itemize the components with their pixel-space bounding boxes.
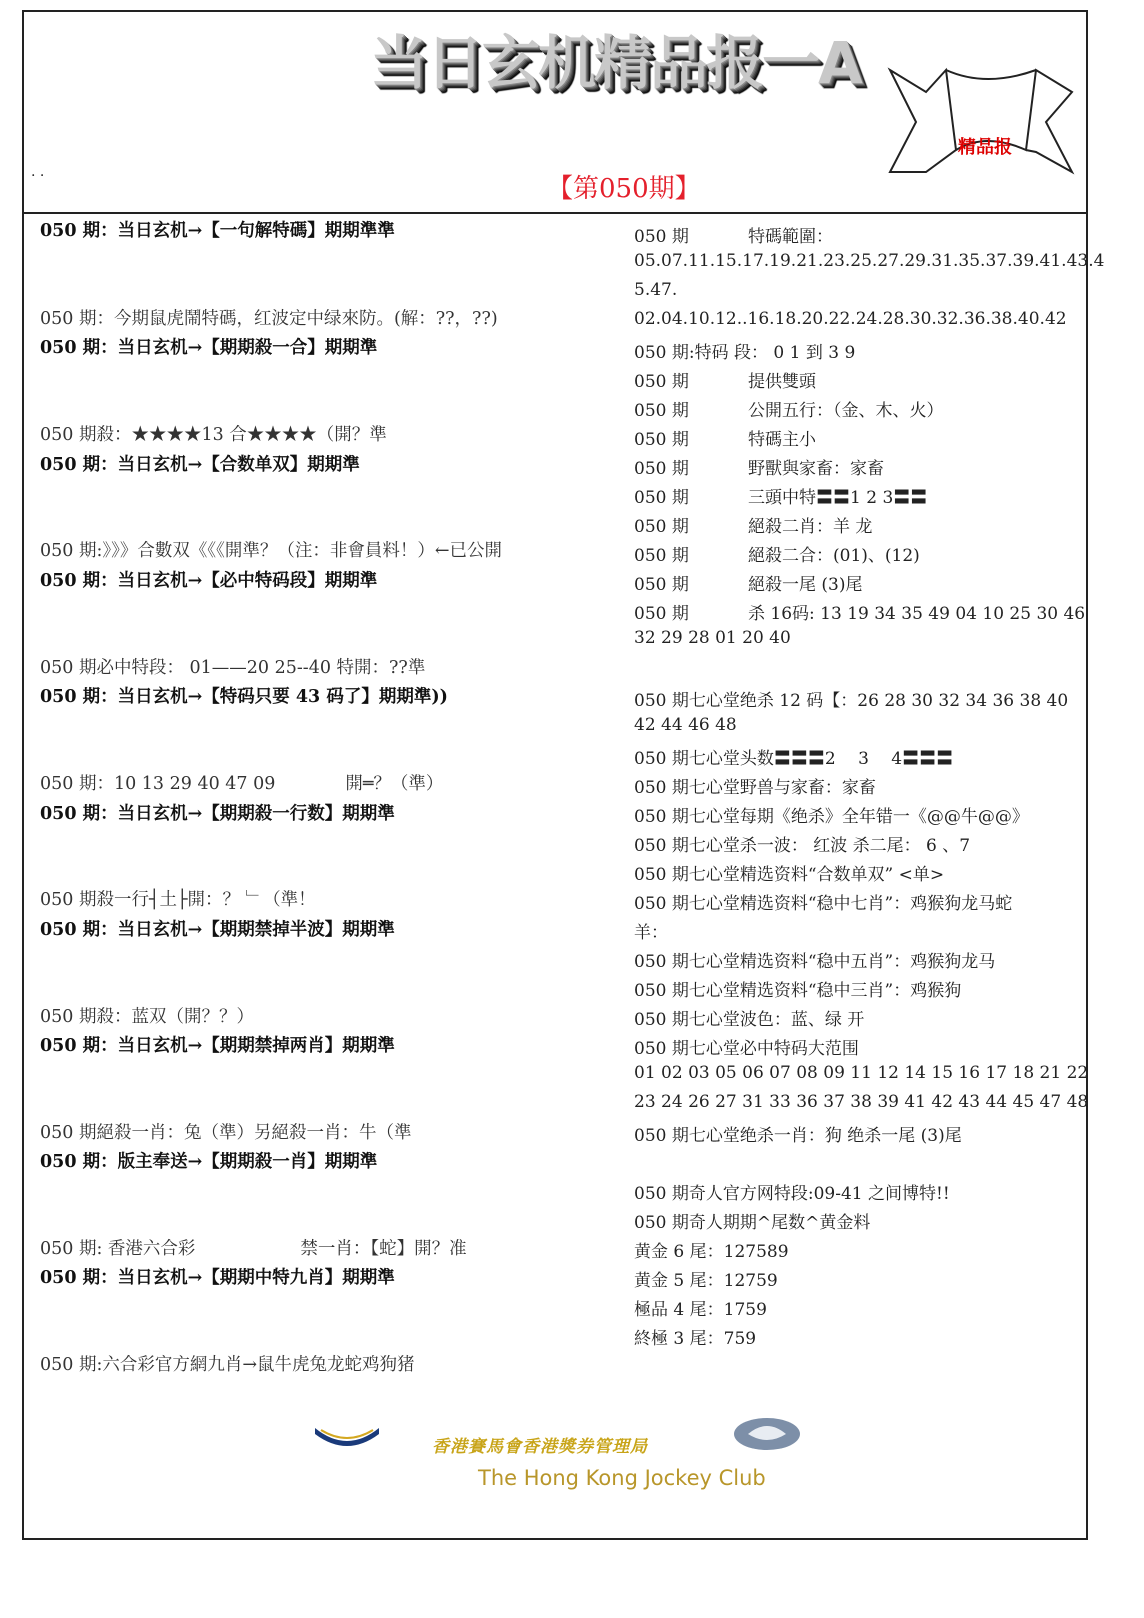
right-line-lead: 050 期 (634, 517, 689, 537)
right-line (634, 1295, 767, 1320)
right-line (634, 686, 1068, 711)
right-line-lead: 050 期 (634, 546, 689, 566)
header-dots: . . (31, 164, 45, 180)
right-line-lead: 050 期奇人官方网特段:09-41 之间博特!! (634, 1184, 950, 1204)
right-line-lead: 羊： (634, 923, 668, 943)
right-line-lead: 050 期七心堂必中特码大范围 (634, 1039, 859, 1059)
scroll-banner-icon (886, 62, 1076, 182)
club-name-english: The Hong Kong Jockey Club (478, 1466, 766, 1490)
left-line: 050 期殺：蓝双（開？？） (40, 1007, 254, 1027)
left-line: 050 期：当日玄机→【特码只要 43 码了】期期準)) (40, 687, 448, 707)
left-line: 050 期：当日玄机→【期期殺一行数】期期準 (40, 804, 395, 824)
right-line (634, 1266, 778, 1291)
right-line (634, 599, 1086, 624)
right-line (634, 454, 884, 479)
right-line-lead: 終極 3 尾：759 (634, 1329, 757, 1349)
right-line-detail: 野獸與家畜：家畜 (748, 459, 884, 479)
left-line: 050 期絕殺一肖：兔（準）另絕殺一肖：牛（準 (40, 1123, 412, 1143)
left-line: 050 期：版主奉送→【期期殺一肖】期期準 (40, 1152, 378, 1172)
right-line-lead: 050 期七心堂每期《绝杀》全年错一《@@牛@@》 (634, 807, 1029, 827)
right-line (634, 1324, 756, 1349)
right-line-lead: 02.04.10.12..16.18.20.22.24.28.30.32.36.38.40.42 (634, 309, 1067, 329)
right-line (634, 1208, 870, 1233)
right-line-detail: 絕殺一尾 (3)尾 (748, 575, 863, 595)
left-line: 050 期：当日玄机→【合数单双】期期準 (40, 455, 360, 475)
right-line-lead: 050 期奇人期期^尾数^黄金料 (634, 1213, 871, 1233)
right-line (634, 976, 961, 1001)
right-line-lead: 050 期七心堂精选资料“稳中七肖”：鸡猴狗龙马蛇 (634, 894, 1013, 914)
left-line: 050 期: 香港六合彩 禁一肖：【蛇】開？准 (40, 1239, 467, 1259)
right-line (634, 280, 677, 300)
left-line: 050 期：今期鼠虎鬧特碼，红波定中绿來防。(解：??，??) (40, 309, 498, 329)
right-line-lead: 050 期七心堂精选资料“合数单双” <单> (634, 865, 945, 885)
right-line-lead: 050 期 (634, 604, 689, 624)
right-line-detail: 特碼主小 (748, 430, 816, 450)
banner-label: 精品报 (958, 137, 1012, 158)
right-line-lead: 黄金 6 尾：127589 (634, 1242, 789, 1262)
right-line-lead: 050 期 (634, 227, 689, 247)
right-line (634, 1179, 950, 1204)
right-line-detail: 絕殺二合：(01)、(12) (748, 546, 920, 566)
left-line: 050 期：当日玄机→【期期禁掉半波】期期準 (40, 920, 395, 940)
right-line (634, 1237, 789, 1262)
right-line (634, 1034, 859, 1059)
header-divider (22, 212, 1088, 214)
left-line: 050 期：当日玄机→【一句解特碼】期期準準 (40, 221, 395, 241)
right-line (634, 831, 970, 856)
left-line: 050 期：当日玄机→【必中特码段】期期準 (40, 571, 378, 591)
left-line: 050 期：10 13 29 40 47 09 開═？（準） (40, 774, 444, 794)
right-line (634, 570, 863, 595)
right-line (634, 396, 944, 421)
right-line-lead: 32 29 28 01 20 40 (634, 628, 791, 648)
left-line: 050 期必中特段： 01——20 25--40 特開：??準 (40, 658, 426, 678)
lottery-emblem-icon (732, 1416, 802, 1452)
right-line-lead: 黄金 5 尾：12759 (634, 1271, 778, 1291)
right-line (634, 541, 920, 566)
right-line-detail: 三頭中特〓〓1 2 3〓〓 (748, 488, 928, 508)
right-line-lead: 5.47. (634, 280, 678, 300)
right-line-lead: 050 期 (634, 575, 689, 595)
right-line-lead: 050 期七心堂绝杀一肖：狗 绝杀一尾 (3)尾 (634, 1126, 962, 1146)
right-line-lead: 42 44 46 48 (634, 715, 737, 735)
left-line: 050 期:》》》合數双《《《開準？（注：非會員料！）←已公開 (40, 541, 503, 561)
right-line-detail: 特碼範圍： (748, 227, 833, 247)
right-line-lead: 050 期七心堂头数〓〓〓2 3 4〓〓〓 (634, 749, 954, 769)
right-line-lead: 05.07.11.15.17.19.21.23.25.27.29.31.35.37.39.41.43.4 (634, 251, 1105, 271)
right-line-lead: 050 期 (634, 401, 689, 421)
right-line-lead: 極品 4 尾：1759 (634, 1300, 767, 1320)
right-line-lead: 050 期七心堂精选资料“稳中三肖”：鸡猴狗 (634, 981, 962, 1001)
right-line-lead: 050 期 (634, 459, 689, 479)
right-line (634, 773, 876, 798)
right-line (634, 309, 1067, 329)
left-line: 050 期殺一行┤土├開：？ ﹂（準！ (40, 890, 316, 910)
right-line-lead: 050 期七心堂绝杀 12 码【：26 28 30 32 34 36 38 40 (634, 691, 1069, 711)
right-line-lead: 050 期七心堂精选资料“稳中五肖”：鸡猴狗龙马 (634, 952, 996, 972)
right-line (634, 744, 953, 769)
right-line (634, 222, 833, 247)
left-line: 050 期殺：★★★★13 合★★★★（開？準 (40, 425, 387, 445)
right-line-lead: 01 02 03 05 06 07 08 09 11 12 14 15 16 17 18 21 22 (634, 1063, 1089, 1083)
right-line (634, 1063, 1088, 1083)
right-line-lead: 23 24 26 27 31 33 36 37 38 39 41 42 43 44 45 47 48 (634, 1092, 1089, 1112)
issue-number: 【第050期】 (547, 174, 701, 204)
left-line: 050 期:六合彩官方網九肖→鼠牛虎兔龙蛇鸡狗猪 (40, 1355, 415, 1375)
right-line (634, 1005, 864, 1030)
right-line-detail: 絕殺二肖：羊 龙 (748, 517, 873, 537)
right-line (634, 367, 816, 392)
right-line (634, 889, 1012, 914)
hkjc-emblem-icon (313, 1424, 381, 1452)
left-line: 050 期：当日玄机→【期期殺一合】期期準 (40, 338, 378, 358)
left-line: 050 期：当日玄机→【期期中特九肖】期期準 (40, 1268, 395, 1288)
right-line-lead: 050 期 (634, 372, 689, 392)
left-line: 050 期：当日玄机→【期期禁掉两肖】期期準 (40, 1036, 395, 1056)
right-line (634, 425, 816, 450)
right-line-lead: 050 期七心堂波色：蓝、绿 开 (634, 1010, 865, 1030)
right-line-lead: 050 期七心堂野兽与家畜：家畜 (634, 778, 876, 798)
right-line-lead: 050 期:特码 段： 0 1 到 3 9 (634, 343, 856, 363)
right-line-lead: 050 期 (634, 488, 689, 508)
right-line (634, 918, 668, 943)
right-line-detail: 杀 16码: 13 19 34 35 49 04 10 25 30 46 (748, 604, 1086, 624)
right-line (634, 860, 944, 885)
right-line (634, 483, 928, 508)
right-line-detail: 公開五行：（金、木、火） (748, 401, 944, 421)
right-line (634, 512, 873, 537)
right-line (634, 1092, 1088, 1112)
right-line (634, 338, 855, 363)
right-line (634, 251, 1104, 271)
right-line (634, 947, 995, 972)
right-line (634, 1121, 962, 1146)
right-line (634, 628, 791, 648)
right-line (634, 715, 737, 735)
right-line (634, 802, 1029, 827)
right-line-lead: 050 期七心堂杀一波： 红波 杀二尾： 6 、7 (634, 836, 971, 856)
page-title: 当日玄机精品报一A (370, 29, 861, 97)
right-line-detail: 提供雙頭 (748, 372, 816, 392)
club-name-chinese: 香港賽馬會香港獎券管理局 (432, 1437, 648, 1457)
right-line-lead: 050 期 (634, 430, 689, 450)
